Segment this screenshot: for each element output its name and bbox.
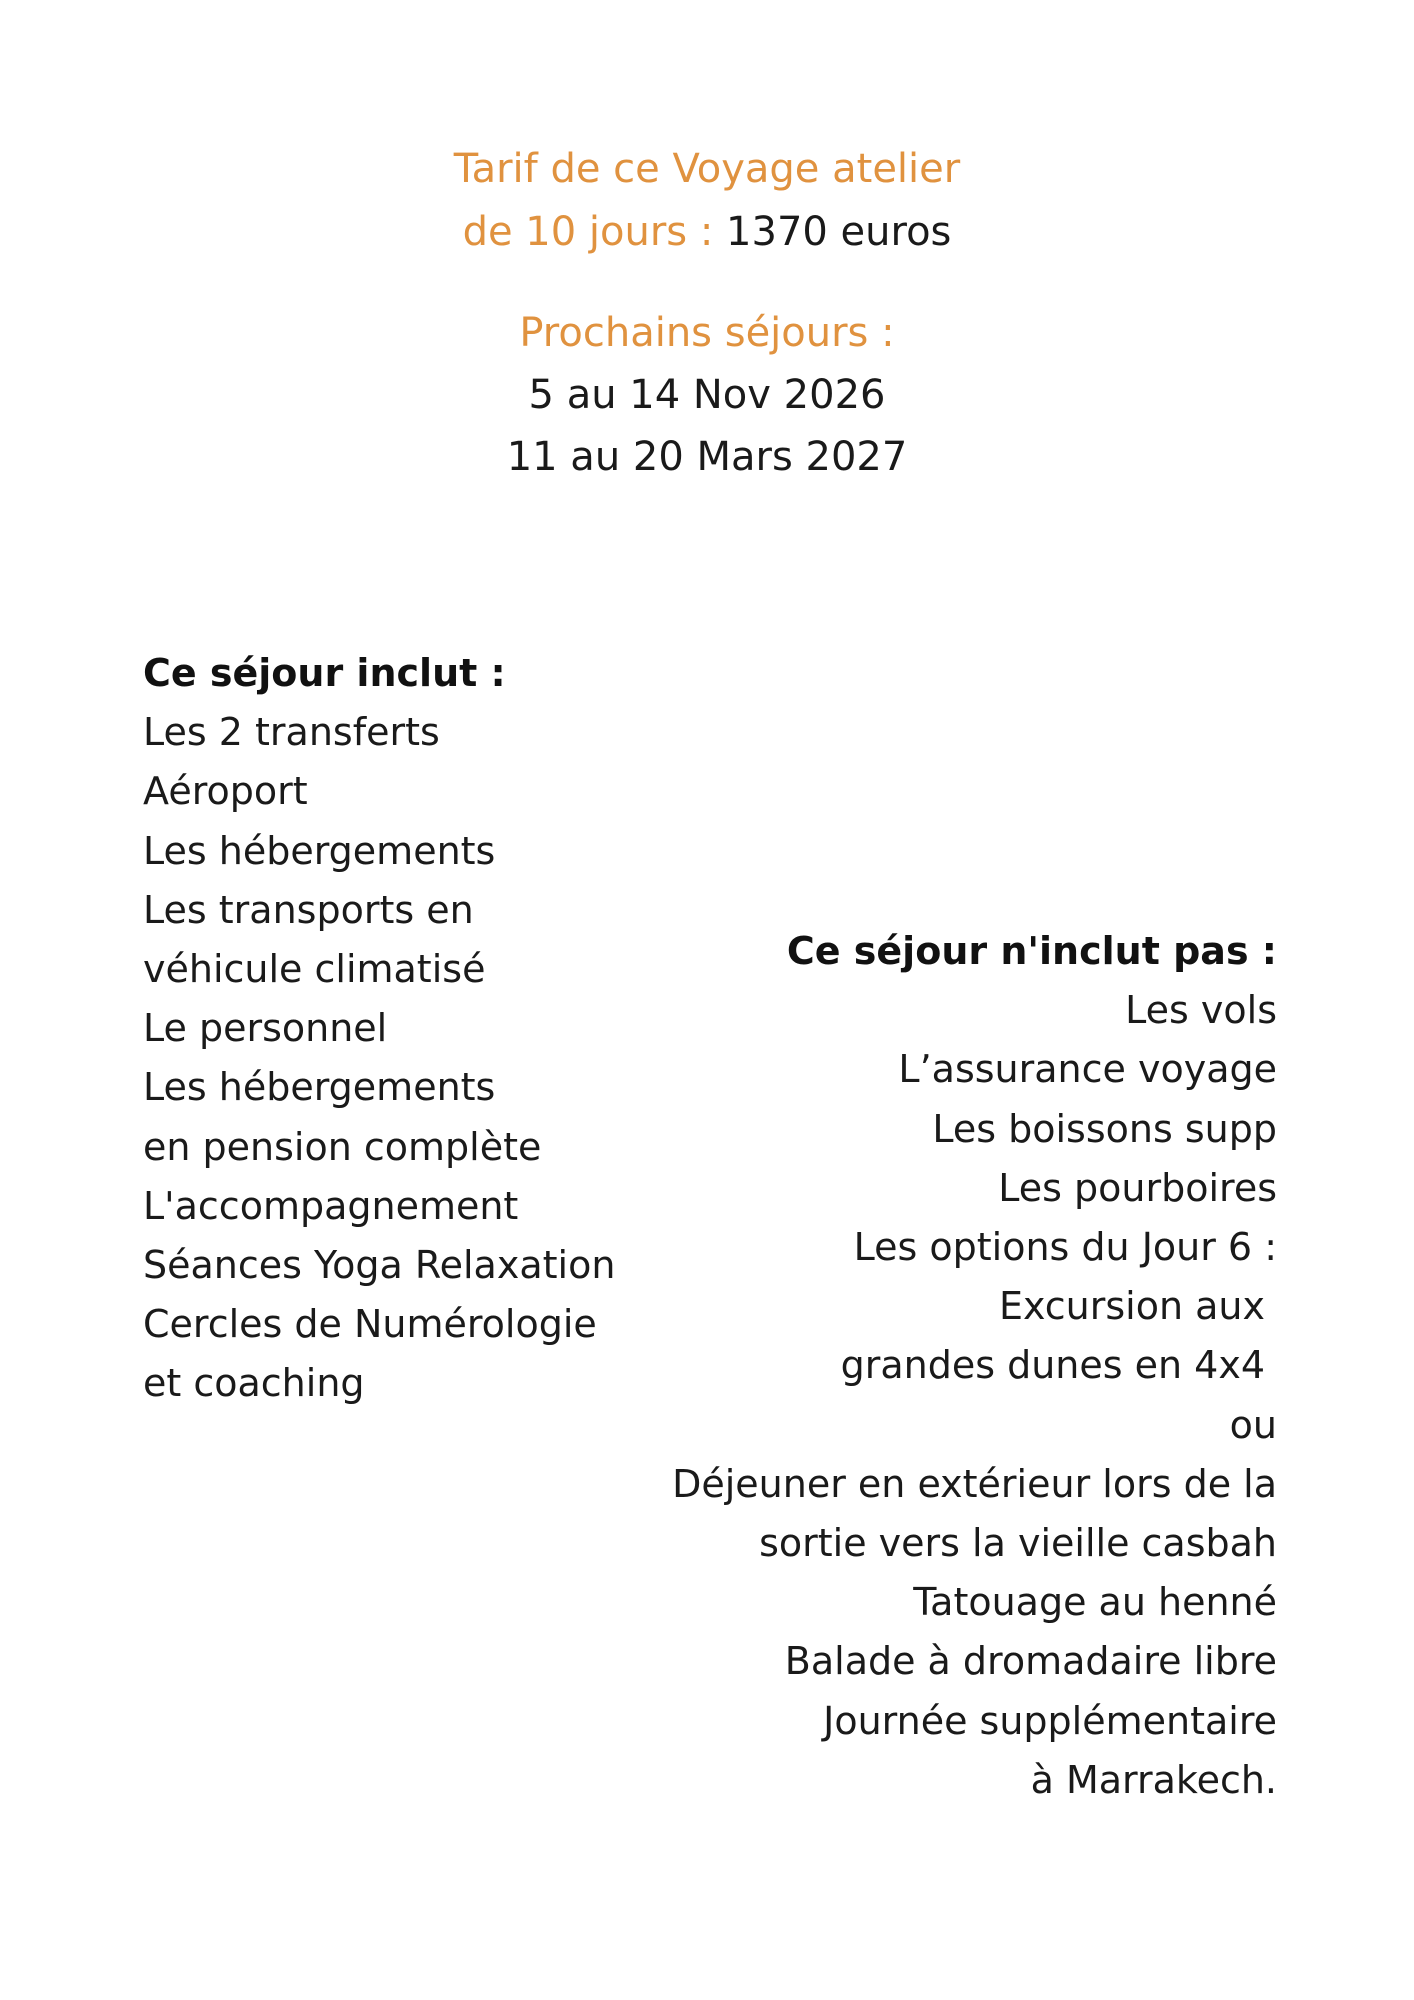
price-line2 bbox=[0, 201, 1414, 264]
included-item: Les transports en bbox=[143, 887, 474, 932]
date-item: 11 au 20 Mars 2027 bbox=[506, 434, 908, 480]
excluded-item: Journée supplémentaire bbox=[823, 1698, 1277, 1743]
excluded-item: Les vols bbox=[1125, 988, 1277, 1033]
excluded-item: Déjeuner en extérieur lors de la bbox=[672, 1461, 1277, 1506]
upcoming-dates-section bbox=[0, 302, 1414, 488]
excluded-item: grandes dunes en 4x4 bbox=[840, 1343, 1265, 1388]
excluded-heading: Ce séjour n'inclut pas : bbox=[786, 929, 1277, 973]
included-item: Les 2 transferts bbox=[143, 710, 440, 755]
included-item: Séances Yoga Relaxation bbox=[143, 1243, 616, 1288]
included-item: Le personnel bbox=[143, 1006, 388, 1051]
included-item: Les hébergements bbox=[143, 1065, 496, 1110]
included-item: Aéroport bbox=[143, 769, 308, 814]
included-item: et coaching bbox=[143, 1361, 365, 1406]
price-amount: 1370 euros bbox=[726, 209, 952, 255]
included-item: Les hébergements bbox=[143, 828, 496, 873]
excluded-item: Les boissons supp bbox=[932, 1106, 1277, 1151]
date-item: 5 au 14 Nov 2026 bbox=[528, 372, 886, 418]
included-item: en pension complète bbox=[143, 1124, 542, 1169]
excluded-item: à Marrakech. bbox=[1030, 1757, 1277, 1802]
excluded-item: Excursion aux bbox=[998, 1284, 1265, 1329]
excluded-item: Tatouage au henné bbox=[913, 1580, 1277, 1625]
excluded-item: Les pourboires bbox=[998, 1165, 1277, 1210]
included-heading: Ce séjour inclut : bbox=[143, 651, 506, 695]
excluded-item: L’assurance voyage bbox=[898, 1047, 1277, 1092]
excluded-item: Balade à dromadaire libre bbox=[784, 1639, 1277, 1684]
excluded-item: sortie vers la vieille casbah bbox=[759, 1521, 1277, 1566]
included-item: véhicule climatisé bbox=[143, 947, 486, 992]
dates-label: Prochains séjours : bbox=[519, 310, 895, 356]
price-section bbox=[0, 138, 1414, 264]
excluded-list bbox=[577, 922, 1277, 1810]
price-label-line2: de 10 jours : bbox=[462, 209, 714, 255]
included-item: L'accompagnement bbox=[143, 1183, 519, 1228]
included-item: Cercles de Numérologie bbox=[143, 1302, 597, 1347]
price-label-line1: Tarif de ce Voyage atelier bbox=[453, 146, 961, 192]
excluded-item: Les options du Jour 6 : bbox=[853, 1225, 1277, 1270]
excluded-item: ou bbox=[1229, 1402, 1277, 1447]
